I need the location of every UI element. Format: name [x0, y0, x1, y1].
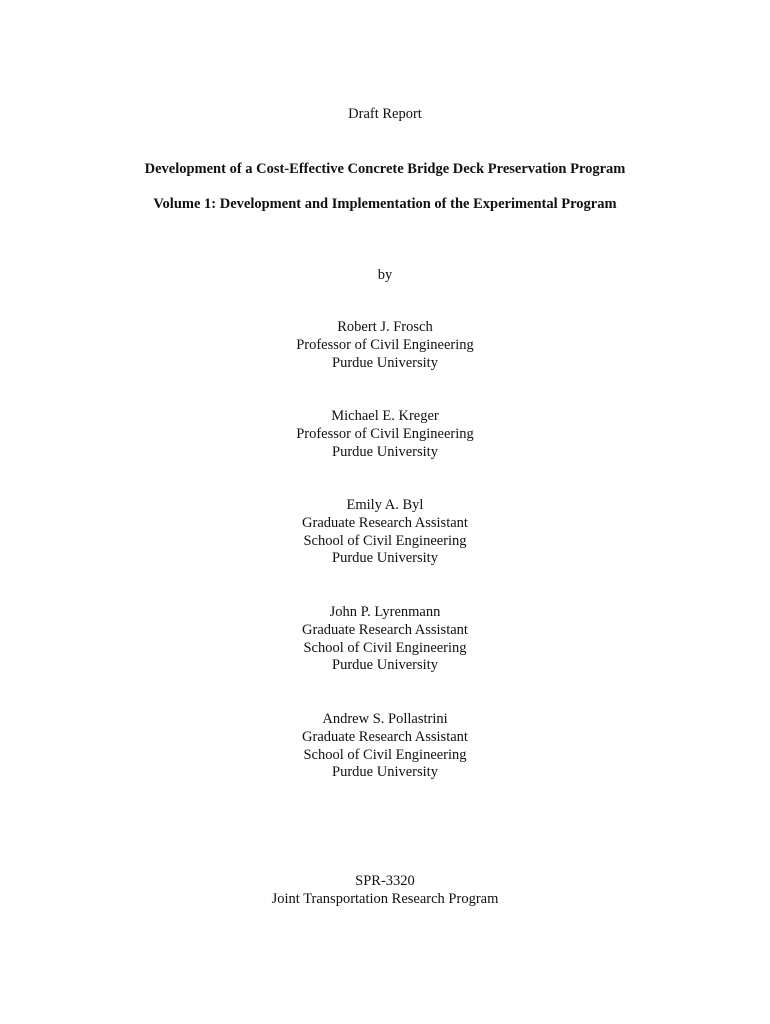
author-school: School of Civil Engineering	[303, 532, 467, 549]
author-name: Michael E. Kreger	[331, 408, 439, 424]
author-affiliation: Purdue University	[332, 764, 438, 781]
author-block-4	[0, 604, 770, 675]
program-name: Joint Transportation Research Program	[271, 891, 499, 907]
author-affiliation: Purdue University	[332, 354, 438, 371]
author-block-3	[0, 497, 770, 568]
author-role: Graduate Research Assistant	[302, 514, 468, 531]
author-name: Emily A. Byl	[346, 497, 424, 513]
author-affiliation: Purdue University	[332, 443, 438, 460]
author-block-2	[0, 408, 770, 461]
author-school: School of Civil Engineering	[303, 746, 467, 763]
author-affiliation: Purdue University	[332, 657, 438, 674]
author-role: Professor of Civil Engineering	[296, 336, 474, 353]
author-name: John P. Lyrenmann	[329, 604, 441, 620]
author-role: Professor of Civil Engineering	[296, 425, 474, 442]
author-role: Graduate Research Assistant	[302, 621, 468, 638]
by-line: by	[377, 267, 393, 283]
author-name: Robert J. Frosch	[337, 319, 433, 335]
author-school: School of Civil Engineering	[303, 639, 467, 656]
author-block-5	[0, 711, 770, 782]
report-title: Development of a Cost-Effective Concrete Bridge Deck Preservation Program	[144, 161, 626, 177]
project-number: SPR-3320	[355, 873, 415, 889]
author-affiliation: Purdue University	[332, 550, 438, 567]
author-role: Graduate Research Assistant	[302, 728, 468, 745]
author-block-1	[0, 319, 770, 372]
report-status: Draft Report	[348, 106, 422, 122]
report-volume: Volume 1: Development and Implementation of the Experimental Program	[153, 196, 617, 212]
author-name: Andrew S. Pollastrini	[322, 711, 448, 727]
